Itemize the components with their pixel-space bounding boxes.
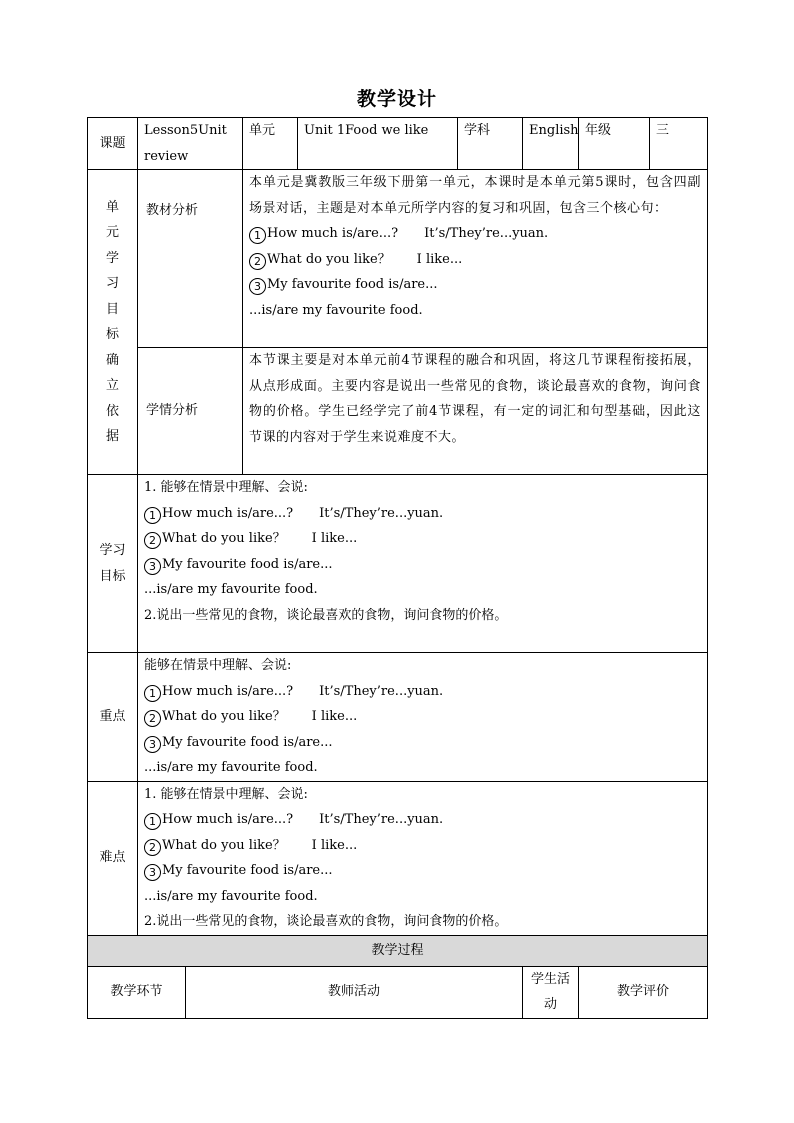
process-title-row bbox=[88, 935, 708, 966]
circled-number: 2 bbox=[249, 253, 266, 270]
circled-number: 2 bbox=[144, 710, 161, 727]
goals-row bbox=[88, 475, 708, 653]
col-stage: 教学环节 bbox=[88, 966, 186, 1018]
learner-analysis-row bbox=[88, 348, 708, 475]
sentence-1: 1 How much is/are...? It’s/They’re...yuan. bbox=[249, 221, 701, 247]
key-points-label: 重点 bbox=[88, 653, 138, 782]
circled-number: 2 bbox=[144, 839, 161, 856]
subject-label: 学科 bbox=[458, 118, 523, 170]
topic-label: 课题 bbox=[88, 118, 138, 170]
goals-content: 1. 能够在情景中理解、会说: 1 How much is/are...? It’s/They’re...yuan. 2 What do you like？ I like... 3 My favourite food is/are... ...is/are my favourite food. 2.说出一些常见的食物，谈论最喜欢的食物，询问食物的价格。 bbox=[138, 475, 708, 653]
process-columns-row bbox=[88, 966, 708, 1018]
col-student-activity: 学生活动 bbox=[523, 966, 579, 1018]
unit-basis-label: 单 元 学 习 目 标 确 立 依 据 bbox=[88, 170, 138, 475]
subject-value: English bbox=[523, 118, 579, 170]
header-row bbox=[88, 118, 708, 170]
learner-analysis-label: 学情分析 bbox=[138, 348, 243, 475]
page-title: 教学设计 bbox=[356, 88, 437, 110]
material-analysis-label: 教材分析 bbox=[138, 170, 243, 348]
material-analysis-content bbox=[243, 170, 708, 348]
key-points-content: 能够在情景中理解、会说: 1 How much is/are...? It’s/They’re...yuan. 2 What do you like？ I like... 3 My favourite food is/are... ...is/are my favourite food. bbox=[138, 653, 708, 782]
circled-number: 2 bbox=[144, 532, 161, 549]
topic-value: Lesson5Unit review bbox=[138, 118, 243, 170]
lesson-plan-table bbox=[87, 117, 708, 1019]
goals-label: 学习 目标 bbox=[88, 475, 138, 653]
col-teacher-activity: 教师活动 bbox=[186, 966, 523, 1018]
difficulties-content: 1. 能够在情景中理解、会说: 1 How much is/are...? It’s/They’re...yuan. 2 What do you like？ I like... 3 My favourite food is/are... ...is/are my favourite food. 2.说出一些常见的食物，谈论最喜欢的食物，询问食物的价格。 bbox=[138, 781, 708, 935]
circled-number: 3 bbox=[144, 864, 161, 881]
material-analysis-row bbox=[88, 170, 708, 348]
col-evaluation: 教学评价 bbox=[579, 966, 708, 1018]
sentence-3-cont: ...is/are my favourite food. bbox=[249, 302, 423, 318]
difficulties-row bbox=[88, 781, 708, 935]
sentence-3: 3 My favourite food is/are... bbox=[249, 272, 701, 298]
circled-number: 3 bbox=[249, 278, 266, 295]
circled-number: 3 bbox=[144, 736, 161, 753]
difficulties-label: 难点 bbox=[88, 781, 138, 935]
learner-analysis-content: 本节课主要是对本单元前4节课程的融合和巩固，将这几节课程衔接拓展，从点形成面。主要内容是说出一些常见的食物，谈论最喜欢的食物，询问食物的价格。学生已经学完了前4节课程，有一定的词汇和句型基础，因此这节课的内容对于学生来说难度不大。 bbox=[243, 348, 708, 475]
circled-number: 3 bbox=[144, 558, 161, 575]
unit-value: Unit 1Food we like bbox=[298, 118, 458, 170]
material-text: 本单元是冀教版三年级下册第一单元，本课时是本单元第5课时，包含四副场景对话，主题是对本单元所学内容的复习和巩固，包含三个核心句： bbox=[249, 175, 702, 216]
sentence-2: 2 What do you like？ I like... bbox=[249, 247, 701, 273]
unit-label: 单元 bbox=[243, 118, 298, 170]
grade-value: 三 bbox=[650, 118, 708, 170]
key-points-row bbox=[88, 653, 708, 782]
circled-number: 1 bbox=[144, 685, 161, 702]
circled-number: 1 bbox=[144, 507, 161, 524]
grade-label: 年级 bbox=[579, 118, 650, 170]
process-title: 教学过程 bbox=[88, 935, 708, 966]
circled-number: 1 bbox=[144, 813, 161, 830]
circled-number: 1 bbox=[249, 227, 266, 244]
